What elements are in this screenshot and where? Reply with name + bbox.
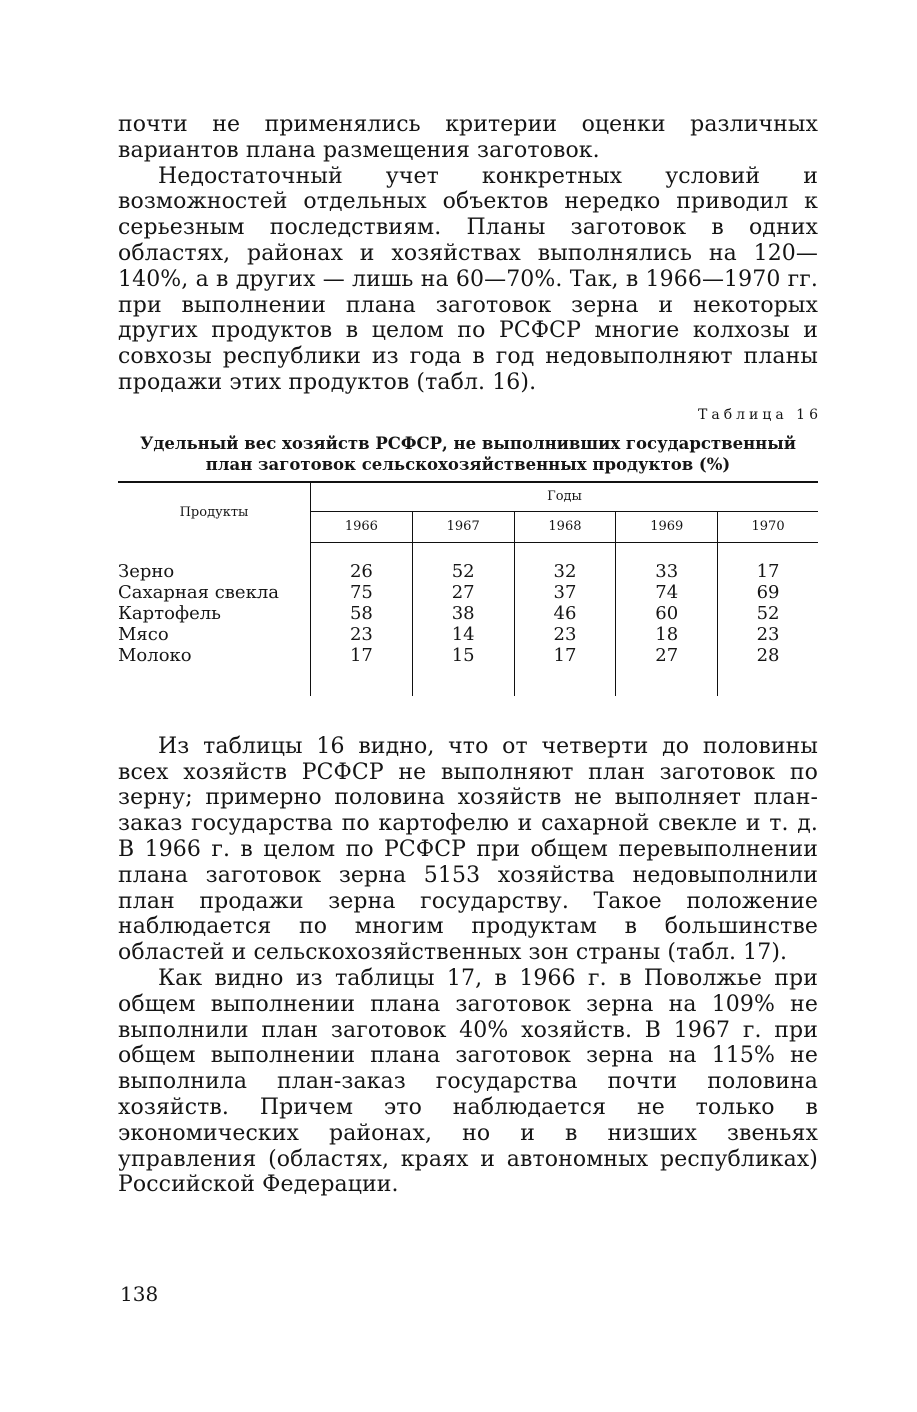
row-name: Сахарная свекла: [118, 582, 311, 603]
table-label: Таблица 16: [698, 406, 822, 423]
cell-value: 26: [311, 561, 413, 582]
cell-value: 32: [514, 561, 616, 582]
header-year: 1967: [412, 511, 514, 542]
cell-value: 23: [756, 623, 780, 645]
cell-value: 38: [412, 603, 514, 624]
cell-value: 74: [616, 582, 718, 603]
cell-value: 15: [412, 645, 514, 666]
cell-value: 27: [412, 582, 514, 603]
header-years: Годы: [311, 482, 819, 512]
row-name: Картофель: [118, 603, 311, 624]
cell-value: 18: [616, 624, 718, 645]
header-year: 1968: [514, 511, 616, 542]
table-caption-line-2: план заготовок сельскохозяйственных продуктов (%): [205, 454, 731, 474]
paragraph-4: Как видно из таблицы 17, в 1966 г. в Поволжье при общем выполнении плана заготовок зерна на 109% не выполнили план заготовок 40% хозяйств. В 1967 г. при общем выполнении плана заготовок зерна на 115% не выполнила план-заказ государства почти половина хозяйств. Причем это наблюдается не только в экономических районах, но и в низших звеньях управления (областях, краях и автономных республиках) Российской Федерации.: [118, 965, 818, 1198]
cell-value: 52: [412, 561, 514, 582]
cell-value: 23: [311, 624, 413, 645]
row-name: Зерно: [118, 561, 311, 582]
paragraph-2: Недостаточный учет конкретных условий и возможностей отдельных объектов нередко приводил к серьезным последствиям. Планы заготовок в одних областях, районах и хозяйствах выполнялись на 120—140%, а в других — лишь на 60—70%. Так, в 1966—1970 гг. при выполнении плана заготовок зерна и некоторых других продуктов в целом по РСФСР многие колхозы и совхозы республики из года в год недовыполняют планы продажи этих продуктов (табл. 16).: [118, 163, 818, 395]
table-caption-line-1: Удельный вес хозяйств РСФСР, не выполнивших государственный: [139, 433, 797, 453]
table-row: [118, 603, 818, 624]
table-row: [118, 645, 818, 666]
cell-value: 17: [311, 645, 413, 666]
header-products: Продукты: [118, 482, 311, 543]
cell-value: 69: [756, 581, 780, 603]
cell-value: 28: [756, 644, 780, 666]
cell-value: 33: [616, 561, 718, 582]
cell-value: 52: [756, 602, 780, 624]
table-caption: [118, 433, 818, 475]
paragraph-1: почти не применялись критерии оценки различных вариантов плана размещения заготовок.: [118, 112, 818, 163]
cell-value: 37: [514, 582, 616, 603]
header-year: 1969: [616, 511, 718, 542]
cell-value: 46: [514, 603, 616, 624]
data-table: [118, 481, 818, 696]
page-body: [118, 112, 822, 1198]
cell-value: 58: [311, 603, 413, 624]
header-year: 1970: [718, 511, 818, 542]
cell-value: 17: [756, 560, 780, 582]
table-row: [118, 561, 818, 582]
row-name: Мясо: [118, 624, 311, 645]
table-row: [118, 582, 818, 603]
page-number: 138: [120, 1282, 159, 1306]
header-year: 1966: [311, 511, 413, 542]
cell-value: 60: [616, 603, 718, 624]
cell-value: 14: [412, 624, 514, 645]
paragraph-3: Из таблицы 16 видно, что от четверти до половины всех хозяйств РСФСР не выполняют план заготовок по зерну; примерно половина хозяйств не выполняет план-заказ государства по картофелю и сахарной свекле и т. д. В 1966 г. в целом по РСФСР при общем перевыполнении плана заготовок зерна 5153 хозяйства недовыполнили план продажи зерна государству. Такое положение наблюдается по многим продуктам в большинстве областей и сельскохозяйственных зон страны (табл. 17).: [118, 733, 818, 966]
cell-value: 23: [514, 624, 616, 645]
cell-value: 75: [311, 582, 413, 603]
cell-value: 27: [616, 645, 718, 666]
table-row: [118, 624, 818, 645]
row-name: Молоко: [118, 645, 311, 666]
cell-value: 17: [514, 645, 616, 666]
